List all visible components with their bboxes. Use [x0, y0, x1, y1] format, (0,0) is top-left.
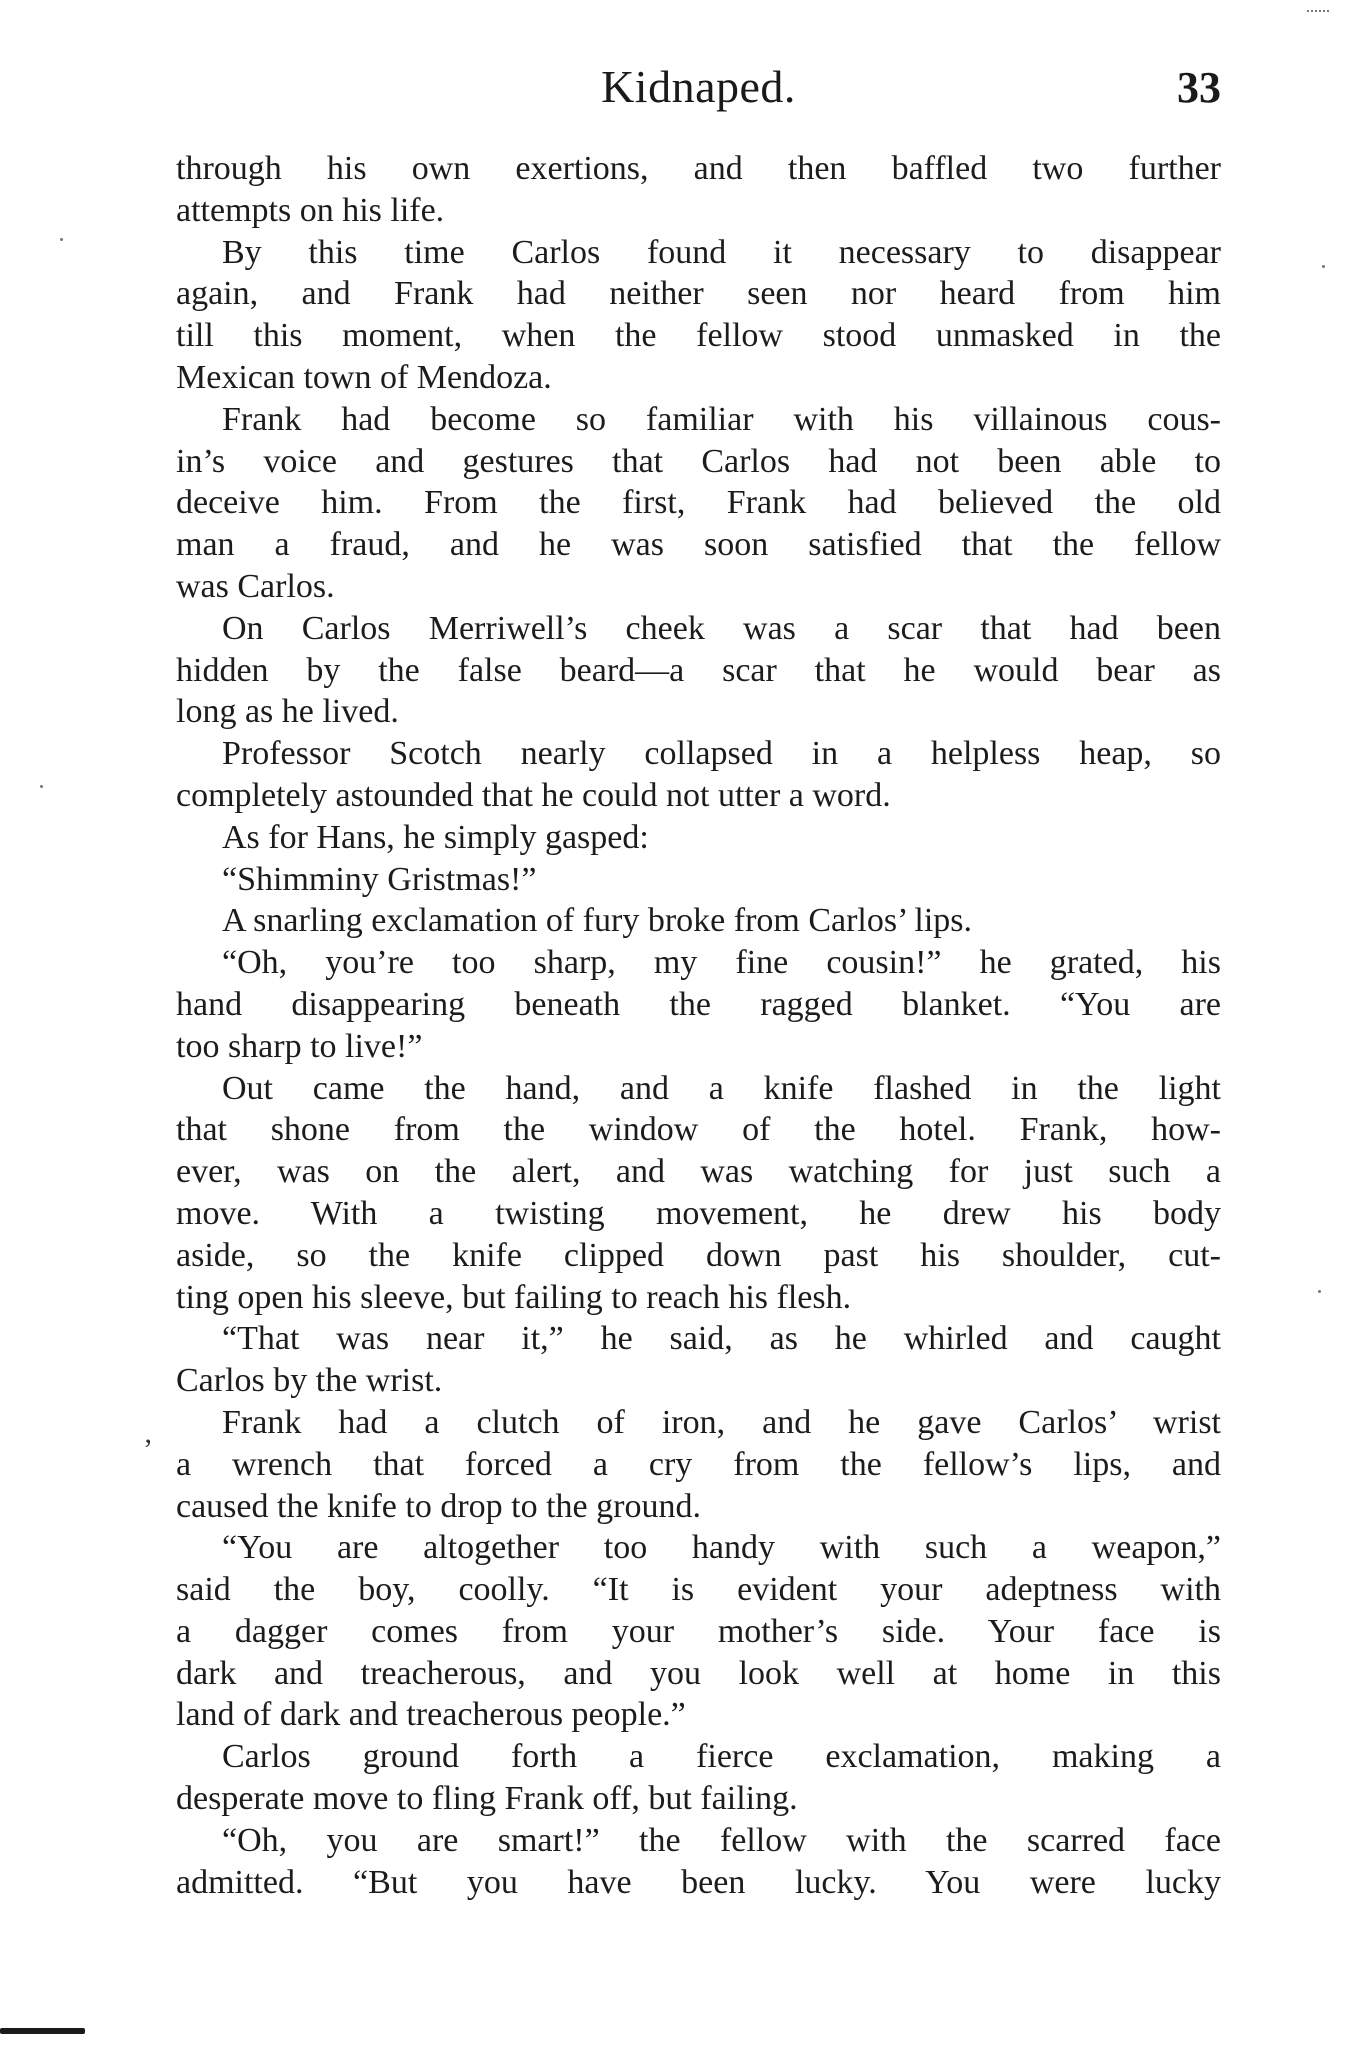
- text-line: admitted. “But you have been lucky. You were lucky: [176, 1863, 1221, 1901]
- print-speck: [60, 238, 63, 241]
- print-speck: [1322, 265, 1325, 268]
- text-line: hidden by the false beard—a scar that he would bear as: [176, 651, 1221, 689]
- text-line: was Carlos.: [176, 567, 335, 605]
- running-title: Kidnaped.: [601, 61, 796, 112]
- text-line: a dagger comes from your mother’s side. Your face is: [176, 1612, 1221, 1650]
- margin-mark: ’: [143, 1433, 153, 1466]
- text-line: Carlos ground forth a fierce exclamation, making a: [222, 1738, 1221, 1776]
- text-line: Carlos by the wrist.: [176, 1362, 443, 1400]
- text-line: Frank had become so familiar with his villainous cous-: [222, 400, 1221, 438]
- text-line: “You are altogether too handy with such a weapon,”: [222, 1529, 1221, 1567]
- text-line: Mexican town of Mendoza.: [176, 358, 552, 396]
- text-line: completely astounded that he could not utter a word.: [176, 776, 891, 814]
- print-speck: [1318, 1290, 1321, 1293]
- text-line: “Oh, you are smart!” the fellow with the scarred face: [222, 1821, 1221, 1859]
- text-line: “Shimminy Gristmas!”: [222, 860, 537, 898]
- running-head: [176, 60, 1221, 120]
- text-line: Out came the hand, and a knife flashed in the light: [222, 1069, 1221, 1107]
- text-line: ever, was on the alert, and was watching for just such a: [176, 1153, 1221, 1191]
- text-line: through his own exertions, and then baffled two further: [176, 150, 1221, 187]
- text-line: said the boy, coolly. “It is evident your adeptness with: [176, 1571, 1221, 1609]
- text-line: aside, so the knife clipped down past his shoulder, cut-: [176, 1236, 1221, 1274]
- text-line: land of dark and treacherous people.”: [176, 1696, 686, 1734]
- text-line: caused the knife to drop to the ground.: [176, 1487, 701, 1525]
- text-line: “Oh, you’re too sharp, my fine cousin!” he grated, his: [222, 944, 1221, 982]
- text-line: Professor Scotch nearly collapsed in a helpless heap, so: [222, 735, 1221, 773]
- text-line: again, and Frank had neither seen nor heard from him: [176, 275, 1221, 313]
- text-line: long as he lived.: [176, 693, 399, 731]
- text-line: Frank had a clutch of iron, and he gave Carlos’ wrist: [222, 1403, 1221, 1441]
- print-speck: [40, 785, 43, 788]
- text-line: ting open his sleeve, but failing to reach his flesh.: [176, 1278, 852, 1316]
- text-line: A snarling exclamation of fury broke from Carlos’ lips.: [222, 902, 973, 940]
- body-text: [176, 148, 1221, 1918]
- text-line: As for Hans, he simply gasped:: [222, 818, 649, 856]
- text-line: desperate move to fling Frank off, but failing.: [176, 1780, 798, 1818]
- text-line: By this time Carlos found it necessary to disappear: [222, 233, 1221, 271]
- text-line: move. With a twisting movement, he drew his body: [176, 1194, 1221, 1232]
- text-line: man a fraud, and he was soon satisfied that the fellow: [176, 526, 1221, 564]
- text-line: too sharp to live!”: [176, 1027, 423, 1065]
- text-line: a wrench that forced a cry from the fellow’s lips, and: [176, 1445, 1221, 1483]
- text-line: hand disappearing beneath the ragged blanket. “You are: [176, 985, 1221, 1023]
- text-line: “That was near it,” he said, as he whirled and caught: [222, 1320, 1221, 1358]
- text-line: that shone from the window of the hotel. Frank, how-: [176, 1111, 1221, 1149]
- text-line: On Carlos Merriwell’s cheek was a scar that had been: [222, 609, 1221, 647]
- text-line: attempts on his life.: [176, 191, 445, 229]
- text-line: till this moment, when the fellow stood unmasked in the: [176, 317, 1221, 355]
- bottom-edge-mark: [0, 2028, 85, 2034]
- page-number: 33: [1177, 63, 1221, 112]
- text-line: dark and treacherous, and you look well at home in this: [176, 1654, 1221, 1692]
- text-line: in’s voice and gestures that Carlos had not been able to: [176, 442, 1221, 480]
- text-line: deceive him. From the first, Frank had believed the old: [176, 484, 1221, 522]
- corner-print-speck: [1307, 10, 1329, 26]
